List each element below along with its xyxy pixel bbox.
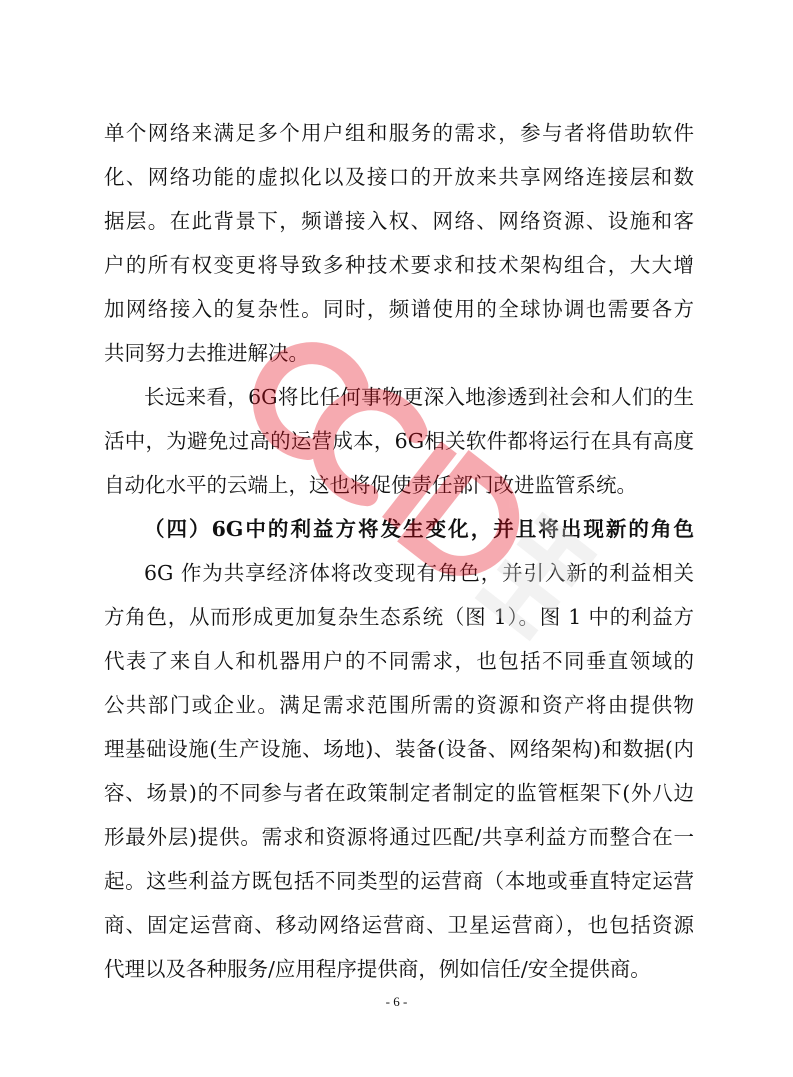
page-number: - 6 - (385, 994, 408, 1009)
paragraph-3-line-3: 代表了来自人和机器用户的不同需求，也包括不同垂直领域的 (104, 649, 694, 673)
paragraph-3-line-4: 公共部门或企业。满足需求范围所需的资源和资产将由提供物 (104, 693, 694, 717)
paragraph-2-line-2: 活中，为避免过高的运营成本，6G相关软件都将运行在具有高度 (104, 429, 694, 453)
paragraph-3-line-2: 方角色，从而形成更加复杂生态系统（图 1）。图 1 中的利益方 (104, 605, 694, 629)
paragraph-3-line-10: 代理以及各种服务/应用程序提供商，例如信任/安全提供商。 (104, 957, 651, 981)
paragraph-3-line-8: 起。这些利益方既包括不同类型的运营商（本地或垂直特定运营 (104, 869, 694, 893)
paragraph-3-line-1: 6G 作为共享经济体将改变现有角色，并引入新的利益相关 (144, 561, 694, 585)
paragraph-1-line-4: 户的所有权变更将导致多种技术要求和技术架构组合，大大增 (104, 253, 694, 277)
paragraph-2-line-1: 长远来看，6G将比任何事物更深入地渗透到社会和人们的生 (144, 385, 694, 409)
paragraph-2-line-3: 自动化水平的云端上，这也将促使责任部门改进监管系统。 (104, 473, 637, 497)
paragraph-3-line-7: 形最外层)提供。需求和资源将通过匹配/共享利益方而整合在一 (104, 825, 694, 849)
paragraph-1-line-1: 单个网络来满足多个用户组和服务的需求，参与者将借助软件 (104, 121, 694, 145)
paragraph-3-line-5: 理基础设施(生产设施、场地)、装备(设备、网络架构)和数据(内 (104, 737, 694, 761)
paragraph-1-line-3: 据层。在此背景下，频谱接入权、网络、网络资源、设施和客 (104, 209, 694, 233)
paragraph-1-line-6: 共同努力去推进解决。 (104, 341, 309, 365)
paragraph-3-line-9: 商、固定运营商、移动网络运营商、卫星运营商），也包括资源 (104, 913, 694, 937)
section-heading: （四）6G中的利益方将发生变化，并且将出现新的角色 (144, 517, 694, 541)
paragraph-3-line-6: 容、场景)的不同参与者在政策制定者制定的监管框架下(外八边 (104, 781, 694, 805)
paragraph-1-line-2: 化、网络功能的虚拟化以及接口的开放来共享网络连接层和数 (104, 165, 694, 189)
paragraph-1-line-5: 加网络接入的复杂性。同时，频谱使用的全球协调也需要各方 (104, 297, 694, 321)
